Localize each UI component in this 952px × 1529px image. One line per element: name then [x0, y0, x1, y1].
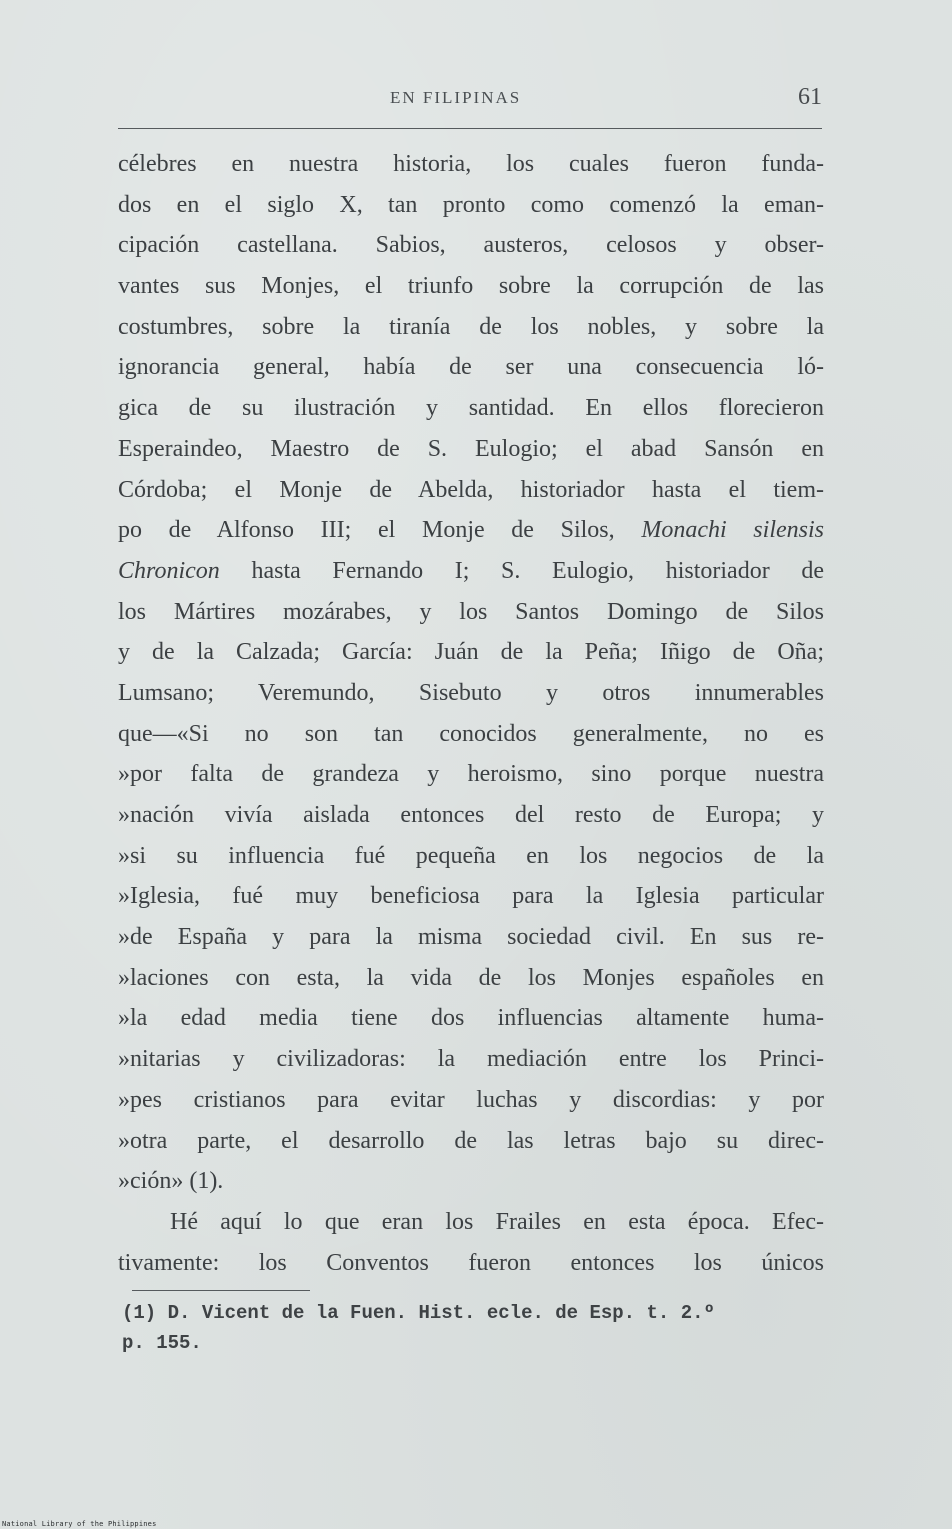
- text-line: »ción» (1).: [118, 1168, 224, 1195]
- text-line: dos en el siglo X, tan pronto como comenzó la eman-: [118, 191, 824, 218]
- text-line-mixed: [118, 510, 824, 551]
- text-line: »otra parte, el desarrollo de las letras bajo su direc-: [118, 1127, 824, 1154]
- text-line: »Iglesia, fué muy beneficiosa para la Iglesia particular: [118, 883, 824, 910]
- text-line: »laciones con esta, la vida de los Monjes españoles en: [118, 964, 824, 991]
- text-line: »nitarias y civilizadoras: la mediación entre los Princi-: [118, 1046, 824, 1073]
- text-line: Esperaindeo, Maestro de S. Eulogio; el abad Sansón en: [118, 435, 824, 462]
- page-number: 61: [798, 84, 822, 110]
- text-line: »la edad media tiene dos influencias altamente huma-: [118, 1005, 824, 1032]
- text-line-mixed: [118, 551, 824, 592]
- text-segment: po de Alfonso III; el Monje de Silos,: [118, 517, 615, 544]
- text-line: que—«Si no son tan conocidos generalmente, no es: [118, 720, 824, 747]
- italic-title: Chronicon: [118, 557, 220, 584]
- text-line: y de la Calzada; García: Juán de la Peña; Iñigo de Oña;: [118, 639, 824, 666]
- text-line-paragraph-start: Hé aquí lo que eran los Frailes en esta época. Efec-: [170, 1208, 824, 1235]
- italic-title: Monachi silensis: [641, 517, 824, 544]
- text-line: costumbres, sobre la tiranía de los nobles, y sobre la: [118, 313, 824, 340]
- text-line: »por falta de grandeza y heroismo, sino porque nuestra: [118, 761, 824, 788]
- running-title: EN FILIPINAS: [390, 88, 522, 107]
- text-line: los Mártires mozárabes, y los Santos Domingo de Silos: [118, 598, 824, 625]
- text-line: tivamente: los Conventos fueron entonces los únicos: [118, 1249, 824, 1276]
- text-line: »nación vivía aislada entonces del resto de Europa; y: [118, 802, 824, 828]
- text-line: gica de su ilustración y santidad. En ellos florecieron: [118, 395, 824, 422]
- footnote-rule: [132, 1290, 310, 1291]
- text-line: ignorancia general, había de ser una consecuencia ló-: [118, 354, 824, 381]
- footnote-line: (1) D. Vicent de la Fuen. Hist. ecle. de Esp. t. 2.º: [122, 1302, 715, 1324]
- footnote-line: p. 155.: [122, 1332, 202, 1354]
- text-line: vantes sus Monjes, el triunfo sobre la corrupción de las: [118, 273, 824, 300]
- text-line: »si su influencia fué pequeña en los negocios de la: [118, 842, 824, 869]
- header-rule: [118, 128, 822, 129]
- text-segment: hasta Fernando I; S. Eulogio, historiador de: [251, 557, 824, 584]
- text-line: célebres en nuestra historia, los cuales fueron funda-: [118, 151, 824, 177]
- page-header: [118, 84, 822, 124]
- text-line: »de España y para la misma sociedad civil. En sus re-: [118, 924, 824, 951]
- footnote: [122, 1298, 832, 1358]
- library-watermark: National Library of the Philippines: [2, 1520, 157, 1528]
- body-text: [118, 144, 824, 1283]
- text-line: Lumsano; Veremundo, Sisebuto y otros innumerables: [118, 679, 824, 706]
- text-line: cipación castellana. Sabios, austeros, celosos y obser-: [118, 232, 824, 259]
- text-line: »pes cristianos para evitar luchas y discordias: y por: [118, 1086, 824, 1113]
- text-line: Córdoba; el Monje de Abelda, historiador hasta el tiem-: [118, 476, 824, 503]
